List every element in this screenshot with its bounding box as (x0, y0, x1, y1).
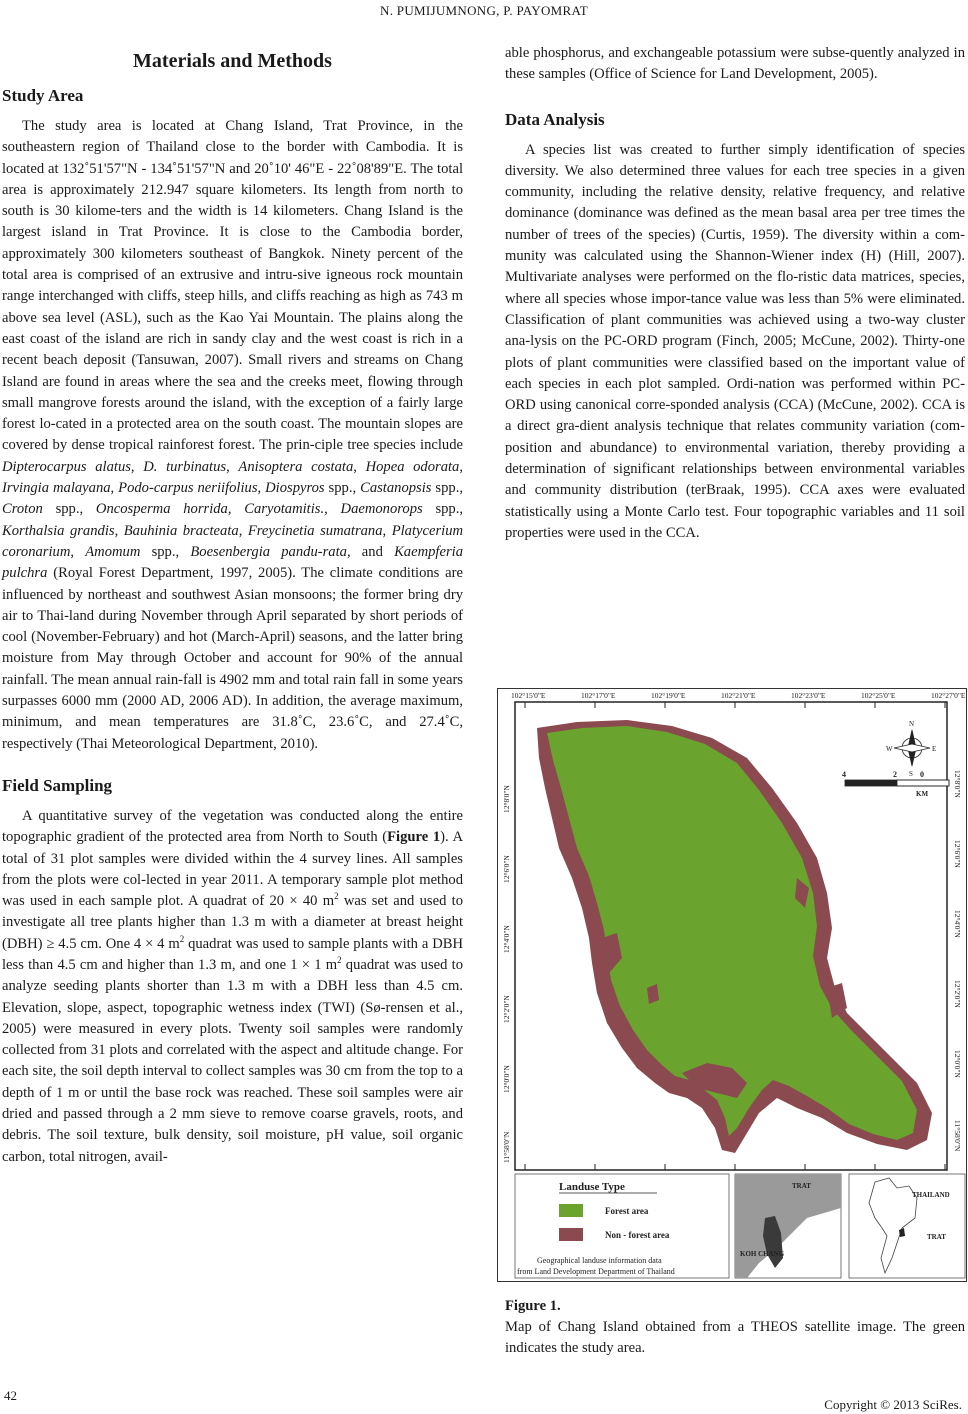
scale-bar (845, 780, 949, 786)
lat-label: 12°2'0"N (953, 980, 962, 1008)
sup-2: 2 (334, 891, 339, 902)
compass-s: S (909, 770, 913, 778)
species-separator: spp., (140, 543, 191, 560)
lon-label: 102°15'0"E (511, 691, 546, 700)
lat-label: 12°0'0"N (953, 1050, 962, 1078)
species-name: Platycerium coronarium (2, 522, 464, 560)
lon-label: 102°21'0"E (721, 691, 756, 700)
lat-label: 12°4'0"N (502, 925, 511, 953)
sup-2: 2 (179, 933, 185, 944)
legend-forest-swatch (559, 1204, 583, 1217)
species-separator: , (114, 522, 124, 539)
inset-thailand-label: THAILAND (912, 1191, 950, 1199)
species-name: Freycinetia sumatrana (247, 522, 383, 539)
species-name: Podo-carpus neriifolius (118, 480, 258, 497)
right-column (505, 43, 965, 544)
data-analysis-heading: Data Analysis (505, 109, 605, 129)
scale-2: 2 (893, 770, 897, 779)
species-separator: spp., (42, 501, 96, 518)
section-title: Materials and Methods (133, 50, 332, 72)
compass-e: E (932, 745, 937, 753)
fs-text-c: was set and used to investigate all tree plants higher than 1.3 m with a diameter at breast height (DBH) ≥ 4.5 cm. One 4 × 4 m (2, 893, 463, 952)
species-separator: spp., (324, 480, 361, 497)
scale-4: 4 (842, 770, 846, 779)
legend-nonforest-label: Non - forest area (605, 1230, 670, 1240)
study-area-paragraph (2, 116, 463, 755)
inset-trat-label: TRAT (792, 1182, 811, 1190)
species-separator: , (110, 480, 119, 497)
species-separator: , (70, 543, 86, 560)
species-separator: , (257, 480, 266, 497)
species-name: D. turbinatus (143, 458, 227, 475)
lat-label: 11°58'0"N (953, 1120, 962, 1152)
data-analysis-paragraph: A species list was created to further simply identification of species diversity. We also determined three values for each tree species in a given community, including the relative density, relative frequency, and relative dominance (dominance was defined as the mean basal area per tree times the number of trees of the species) (Curtis, 1959). The diversity within a com-munity was calculated using the Shannon-Wiener index (H) (Hill, 2007). Multivariate analyses were performed on the flo-ristic data matrices, species, where all species whose impor-tance value was less than 5% were eliminated. Classification of plant communities was achieved using a two-way cluster ana-lysis on the PC-ORD program (Finch, 2005; McCune, 2002). Thirty-one plots of plant communities were classified based on the important value of each species in each plot sampled. Ordi-nation was performed within PC-ORD using canonical corre-sponded analysis (CCA) (McCune, 2002). CCA is a direct gra-dient analysis technique that relates community variation (com-position and abundance) to environmental variation, thereby providing a determination of significant relationships between environmental variables and community distribution (terBraak, 1995). CCA axes were evaluated statistically using a Monte Carlo test. Four topographic variables and 11 soil properties were used in the CCA. (505, 141, 965, 541)
lat-label: 12°4'0"N (953, 910, 962, 938)
figure-caption-text: Map of Chang Island obtained from a THEOS satellite image. The green indicates the study area. (505, 1319, 965, 1356)
study-area-heading: Study Area (2, 86, 84, 105)
lon-label: 102°27'0"E (931, 691, 966, 700)
lon-label: 102°25'0"E (861, 691, 896, 700)
compass-n: N (909, 720, 915, 728)
species-name: Croton (2, 501, 43, 518)
species-separator: , (382, 522, 392, 539)
legend-forest-label: Forest area (605, 1206, 649, 1216)
fs-text-a: A quantitative survey of the vegetation was conducted along the entire topographic gradient of the protected area from North to South ( (2, 807, 463, 846)
left-column (2, 48, 463, 1168)
species-name: Daemonorops (340, 501, 423, 518)
species-list (2, 459, 463, 581)
species-separator: , (238, 522, 248, 539)
running-header: N. PUMIJUMNONG, P. PAYOMRAT (380, 3, 588, 18)
species-separator: , (353, 458, 366, 475)
species-name: Bauhinia bracteata (123, 522, 239, 539)
species-name: Dipterocarpus alatus (2, 458, 131, 475)
source-line-2: from Land Development Department of Thailand (517, 1267, 675, 1276)
lat-label: 12°6'0"N (953, 840, 962, 868)
source-line-1: Geographical landuse information data (537, 1256, 662, 1265)
fs-text-d: quadrat was used to sample plants with a DBH less than 4.5 cm and higher than 1.3 m, and one 1 × 1 m (2, 935, 464, 973)
species-name: Anisoptera costata (238, 458, 354, 475)
lat-label: 11°58'0"N (502, 1131, 511, 1163)
page-number: 42 (4, 1388, 17, 1403)
species-separator: , (324, 501, 341, 518)
lat-label: 12°6'0"N (502, 855, 511, 883)
species-name: Korthalsia grandis (2, 522, 115, 539)
species-name: Hopea odorata (365, 458, 460, 475)
species-separator: , and (346, 543, 395, 560)
sup-2: 2 (337, 955, 342, 966)
fs-text-e: quadrat was used to analyze seeding plants shorter than 1.3 m with a DBH less than 4.5 cm. Elevation, slope, aspect, topographic wetness index (TWI) (Sø-rensen et al., 2005) were measured in every plots. Twenty soil samples were randomly collected from 31 plots and correlated with the aspect and altitude change. For each site, the soil depth interval to collect samples was 30 cm from the top to a depth of 1 m or until the base rock was reached. These soil samples were air dried and passed through a 2 mm sieve to remove coarse gravels, roots, and debris. The soil texture, bulk density, soil moisture, pH value, soil organic carbon, total nitrogen, avail- (2, 956, 463, 1165)
inset-koh-chang-label: KOH CHANG (740, 1250, 785, 1258)
species-name: Diospyros (265, 480, 325, 497)
lat-label: 12°0'0"N (502, 1065, 511, 1093)
copyright: Copyright © 2013 SciRes. (824, 1397, 962, 1412)
figure-caption (505, 1296, 965, 1359)
legend-nonforest-swatch (559, 1228, 583, 1241)
species-name: Caryotamitis. (244, 501, 325, 518)
species-separator: spp., (431, 480, 463, 497)
inset-trat2-label: TRAT (927, 1233, 946, 1241)
species-name: Oncosperma horrida (95, 501, 228, 518)
field-sampling-heading: Field Sampling (2, 775, 113, 795)
lat-label: 12°8'0"N (502, 785, 511, 813)
figure-1-ref[interactable]: Figure 1 (387, 829, 441, 846)
lon-label: 102°17'0"E (581, 691, 616, 700)
field-sampling-paragraph (2, 806, 463, 1168)
continued-paragraph: able phosphorus, and exchangeable potassium were subse-quently analyzed in these samples (Office of Science for Land Development, 2005). (505, 45, 965, 83)
species-separator: , (459, 458, 464, 475)
map-svg (497, 688, 967, 1282)
compass-w: W (886, 745, 893, 753)
lon-label: 102°23'0"E (791, 691, 826, 700)
species-separator: , (227, 501, 245, 518)
lat-label: 12°2'0"N (502, 995, 511, 1023)
lon-label: 102°19'0"E (651, 691, 686, 700)
lat-label: 12°8'0"N (953, 770, 962, 798)
figure-caption-title: Figure 1. (505, 1298, 561, 1314)
figure-1-map (497, 688, 967, 1282)
species-name: Boesenbergia pandu-rata (190, 543, 347, 560)
study-area-tail: (Royal Forest Department, 1997, 2005). The climate conditions are influenced by northeast and southwest Asian monsoons; the former bring dry air to Thai-land during November through April separated by short periods of cool (November-February) and hot (March-April) seasons, and the latter bring moisture from May through October and account for 90% of the annual rainfall. The mean annual rain-fall is 4902 mm and total rain fall in some years surpasses 6000 mm (2000 AD, 2006 AD). In addition, the average maximum, minimum, and mean temperatures are 31.8˚C, 23.6˚C, and 27.4˚C, respectively (Thai Meteorological Department, 2010). (2, 565, 463, 752)
legend-title: Landuse Type (559, 1181, 625, 1193)
study-area-text: The study area is located at Chang Island, Trat Province, in the southeastern region of Thailand close to the border with Cambodia. It is located at 132˚51'57"N - 134˚51'57"N and 20˚10' 46"E - 22˚08'89"E. The total area is approximately 212.947 square kilometers. Its length from north to south is 30 kilome-ters and the width is 14 kilometers. Chang Island is the largest island in Trat Province. It is close to the Cambodia border, approximately 300 kilometers southeast of Bangkok. Ninety percent of the total area is comprised of an extrusive and intru-sive igneous rock mountain range interchanged with cliffs, steep hills, and cliffs reaching as high as 743 m above sea level (ASL), such as the Kao Yai Mountain. The plains along the east coast of the island are rich in sandy clay and the west coast is rich in a recent beach deposit (Tansuwan, 2007). Small rivers and streams on Chang Island are found in areas where the sea and the creeks meet, flowing through small mangrove forests around the island, with the exception of a fairly large forest lo-cated in a protected area on the south coast. The mountain slopes are covered by dense tropical rainforest forest. The prin-ciple tree species include (2, 118, 463, 454)
species-name: Kaempferia pulchra (2, 543, 463, 582)
species-name: Irvingia malayana (2, 480, 111, 497)
scale-0: 0 (920, 770, 924, 779)
fs-text-b: ). A total of 31 plot samples were divided within the 4 survey lines. All samples from the plots were col-lected in year 2011. A temporary sample plot method was used in each sample plot. A quadrat of 20 × 40 m (2, 829, 463, 910)
scale-unit: KM (916, 790, 929, 798)
species-separator: spp., (422, 501, 464, 518)
species-separator: , (130, 458, 144, 475)
species-name: Castanopsis (360, 480, 432, 497)
species-name: Amomum (85, 543, 141, 560)
species-separator: , (226, 458, 239, 475)
